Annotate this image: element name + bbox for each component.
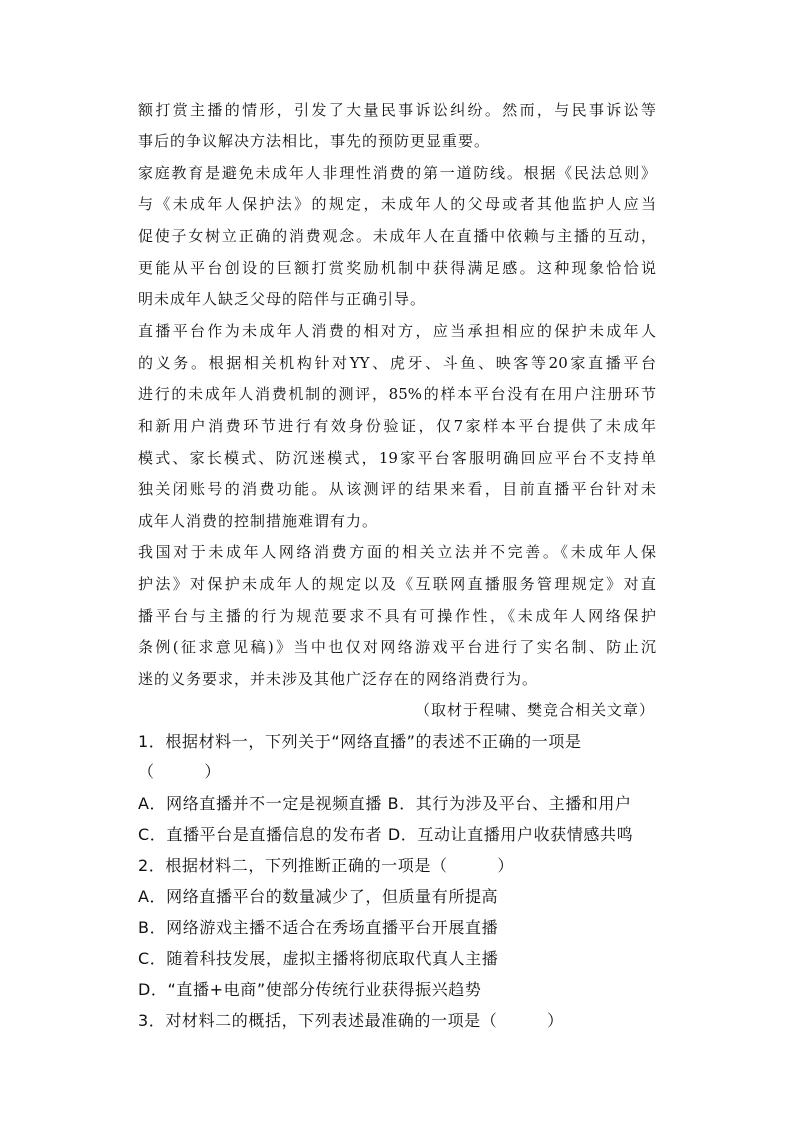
passage-line: 额打赏主播的情形，引发了大量民事诉讼纠纷。然而，与民事诉讼等	[138, 101, 656, 119]
question-2-option-d: D．“直播+电商”使部分传统行业获得振兴趋势	[138, 980, 482, 999]
passage-line: 明未成年人缺乏父母的陪伴与正确引导。	[138, 290, 427, 308]
question-1-blank: （ ）	[138, 762, 222, 781]
question-2-option-b: B．网络游戏主播不适合在秀场直播平台开展直播	[138, 918, 499, 937]
question-2-stem: 2．根据材料二，下列推断正确的一项是（ ）	[138, 856, 514, 875]
passage-line: 促使子女树立正确的消费观念。未成年人在直播中依赖与主播的互动，	[138, 227, 656, 245]
passage-line: 和新用户消费环节进行有效身份验证，仅7家样本平台提供了未成年	[138, 417, 656, 435]
passage-line: 更能从平台创设的巨额打赏奖励机制中获得满足感。这种现象恰恰说	[138, 259, 656, 277]
passage-line: 事后的争议解决方法相比，事先的预防更显重要。	[138, 132, 491, 150]
source-citation: （取材于程啸、樊竞合相关文章）	[414, 701, 655, 719]
passage-line: 家庭教育是避免未成年人非理性消费的第一道防线。根据《民法总则》	[138, 164, 656, 182]
passage-line: 独关闭账号的消费功能。从该测评的结果来看，目前直播平台针对未	[138, 480, 656, 498]
passage-line: 我国对于未成年人网络消费方面的相关立法并不完善。《未成年人保	[138, 543, 656, 561]
passage-line: 模式、家长模式、防沉迷模式，19家平台客服明确回应平台不支持单	[138, 449, 656, 467]
passage-line: 与《未成年人保护法》的规定，未成年人的父母或者其他监护人应当	[138, 195, 656, 213]
passage-line: 直播平台作为未成年人消费的相对方，应当承担相应的保护未成年人	[138, 322, 656, 340]
passage-line: 迷的义务要求，并未涉及其他广泛存在的网络消费行为。	[138, 670, 539, 688]
passage-line: 条例(征求意见稿)》当中也仅对网络游戏平台进行了实名制、防止沉	[138, 638, 656, 656]
passage-line: 成年人消费的控制措施难谓有力。	[138, 512, 379, 530]
passage-line: 进行的未成年人消费机制的测评，85%的样本平台没有在用户注册环节	[138, 385, 656, 403]
question-1-options-cd: C．直播平台是直播信息的发布者 D．互动让直播用户收获情感共鸣	[138, 825, 634, 844]
passage-line: 的义务。根据相关机构针对YY、虎牙、斗鱼、映客等20家直播平台	[138, 354, 656, 372]
passage-line: 护法》对保护未成年人的规定以及《互联网直播服务管理规定》对直	[138, 575, 656, 593]
question-3-stem: 3．对材料二的概括，下列表述最准确的一项是（ ）	[138, 1011, 564, 1030]
question-2-option-a: A．网络直播平台的数量减少了，但质量有所提高	[138, 887, 499, 906]
question-1-stem: 1．根据材料一，下列关于“网络直播”的表述不正确的一项是	[138, 732, 582, 751]
question-2-option-c: C．随着科技发展，虚拟主播将彻底取代真人主播	[138, 949, 499, 968]
passage-line: 播平台与主播的行为规范要求不具有可操作性，《未成年人网络保护	[138, 607, 656, 625]
question-1-options-ab: A．网络直播并不一定是视频直播 B．其行为涉及平台、主播和用户	[138, 794, 632, 813]
